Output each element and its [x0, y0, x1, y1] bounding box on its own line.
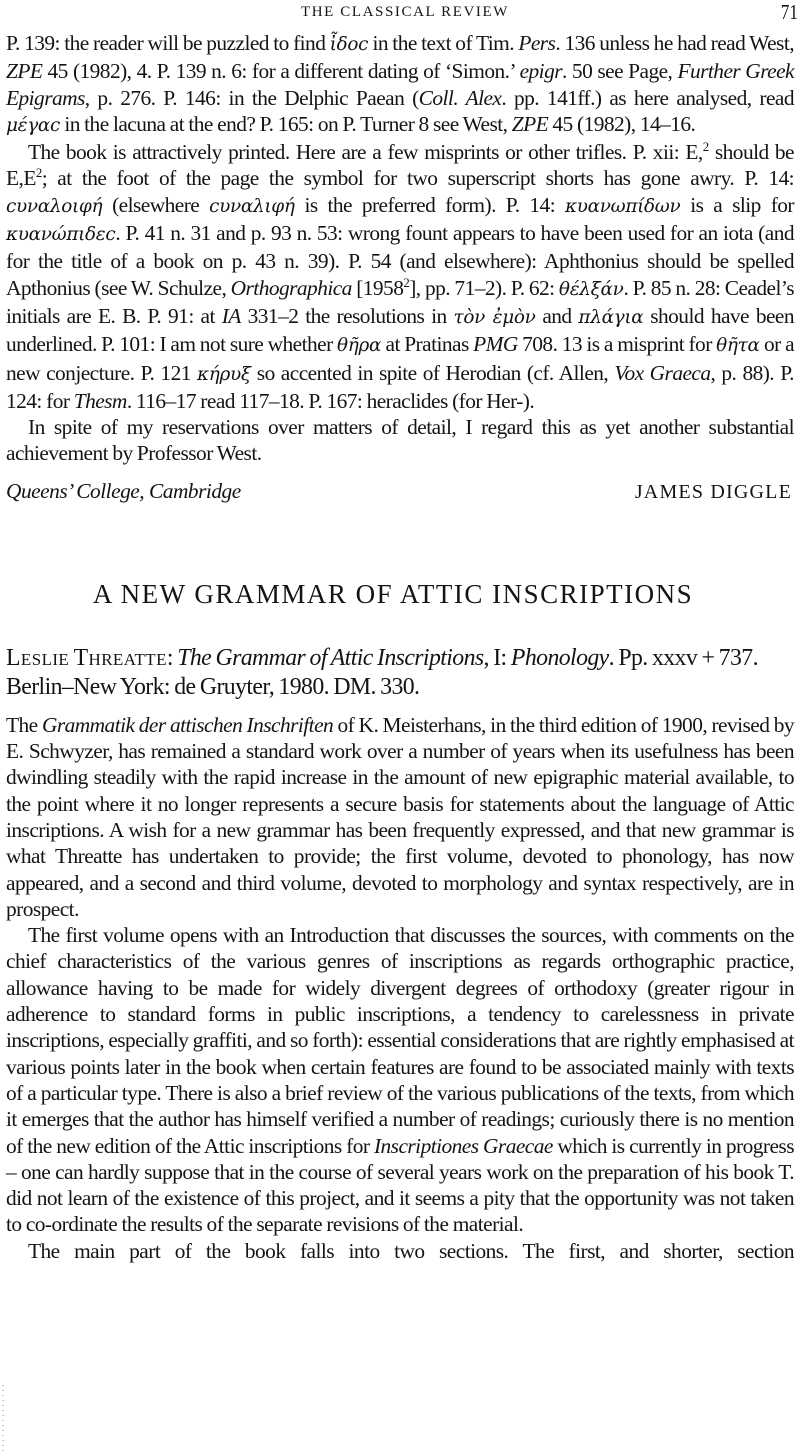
italic-ref: Grammatik der attischen Inschriften [41, 712, 334, 737]
greek-word: μέγαϲ [6, 114, 61, 136]
reviewer-name: JAMES DIGGLE [634, 480, 792, 503]
text-run: The first volume opens with an Introduction that discusses the sources, with comments on the chief characteristics of the various genres of inscriptions as regards orthographic practice, allowance having to be made for widely divergent degrees of orthodoxy (greater rigour in adherence to standard forms in public inscriptions, a tendency to carelessness in private inscriptions, especially graffiti, and so forth): essential considerations that are rightly emphasised at various points later in the book when certain features are found to be associated mainly with texts of a particular type. There is also a brief review of the various publications of the texts, from which it emerges that the author has himself verified a number of readings; curiously there is no mention of the new edition of the Attic inscriptions for [6, 923, 794, 1158]
paragraph-first-volume [6, 922, 794, 1238]
text-run: , p. 276. P. 146: in the Delphic Paean ( [84, 85, 419, 110]
page-number: 71 [780, 0, 798, 24]
greek-word: τὸν ἐμὸν [453, 306, 536, 328]
greek-word: θέλξάν [558, 278, 624, 300]
superscript: 2 [35, 166, 42, 181]
greek-word: κυανωπίδων [564, 195, 681, 217]
review-conclusion [6, 30, 794, 467]
text-run: in the text of Tim. [368, 31, 519, 55]
text-run: . P. 85 n. 28: Ceadel’s initials are E. B. P. 91: at [6, 275, 795, 328]
text-run: ], pp. 71–2). P. 62: [409, 275, 559, 300]
journal-page [6, 0, 798, 1264]
text-run: : [166, 644, 178, 671]
italic-ref: Pers [518, 31, 556, 55]
article-body [6, 712, 794, 1264]
paragraph-conclusion: In spite of my reservations over matters of detail, I regard this as yet another substantial achievement by Professor West. [6, 415, 794, 466]
text-run: at Pratinas [381, 332, 474, 357]
text-run: so accented in spite of Herodian (cf. Allen, [250, 360, 615, 385]
greek-word: πλάγια [578, 306, 644, 328]
reviewer-signature [6, 479, 794, 504]
text-run: . P. 41 n. 31 and p. 93 n. 53: wrong fount appears to have been used for an iota (and for the title of a book on p. 43 n. 39). P. 54 (and elsewhere): Aphthonius should be spelled Apthonius (see W. Schulze, [6, 221, 794, 300]
text-run: 708. 13 is a misprint for [517, 332, 717, 357]
italic-ref: ZPE [6, 59, 43, 84]
text-run: . pp. 141ff.) as here analysed, read [501, 85, 795, 110]
scan-margin-artifact [2, 1385, 4, 1451]
article-title: A NEW GRAMMAR OF ATTIC INSCRIPTIONS [92, 578, 694, 609]
italic-ref: Orthographica [230, 275, 352, 300]
running-head [6, 0, 798, 30]
superscript: 2 [702, 140, 709, 155]
text-run: should be E,E [6, 140, 795, 191]
italic-ref: Thesm [73, 388, 127, 413]
italic-ref: PMG [473, 332, 518, 357]
text-run: The book is attractively printed. Here are a few misprints or other trifles. P. xii: E, [28, 140, 703, 165]
volume-number: , I: [483, 644, 511, 671]
greek-word: cυναλοιφή [6, 195, 103, 217]
text-run: , p. 88). P. 124: for [6, 360, 794, 413]
book-subtitle: Phonology [510, 644, 609, 671]
text-run: (elsewhere [102, 192, 210, 217]
book-citation [6, 644, 794, 702]
greek-word: cυναλιφή [209, 195, 295, 217]
text-run: 331–2 the resolutions in [240, 303, 454, 328]
text-run: and [535, 303, 579, 328]
greek-word: θῆτα [716, 335, 760, 357]
greek-word: ἶδοϲ [329, 34, 369, 55]
italic-ref: Vox Graeca [614, 360, 711, 385]
text-run: 45 (1982), 14–16. [548, 111, 696, 136]
text-run: should have been underlined. P. 101: I am not sure whether [6, 303, 794, 357]
paragraph-misprints [6, 139, 794, 414]
text-run: is the preferred form). P. 14: [294, 192, 565, 217]
running-title: THE CLASSICAL REVIEW [300, 4, 510, 20]
text-run: P. 139: the reader will be puzzled to find [6, 31, 330, 55]
reviewer-affiliation: Queens’ College, Cambridge [6, 478, 241, 503]
italic-ref: Coll. Alex [418, 85, 502, 110]
author-first-name: Leslie [6, 644, 70, 671]
italic-ref: ZPE [511, 111, 549, 136]
text-run: . 136 unless he had read West, [555, 31, 795, 55]
paragraph-main-part: The main part of the book falls into two sections. The first, and shorter, section [28, 1238, 794, 1263]
italic-ref: IA [221, 303, 241, 328]
text-run: or a new conjecture. P. 121 [6, 332, 795, 385]
publication-details: . Pp. xxxv + 737. Berlin–New York: de Gruyter, 1980. DM. 330. [6, 644, 758, 700]
italic-ref: Inscriptiones Graecae [373, 1133, 553, 1158]
author-last-name: Threatte [73, 644, 167, 671]
italic-ref: epigr [519, 59, 562, 84]
superscript: 2 [403, 275, 410, 290]
text-run: in the lacuna at the end? P. 165: on P. Turner 8 see West, [60, 111, 512, 136]
text-run: [1958 [351, 275, 404, 300]
italic-ref: Further Greek Epigrams [6, 59, 795, 110]
text-run: ; at the foot of the page the symbol for two superscript shorts has gone awry. P. 14: [41, 166, 794, 191]
text-run: is a slip for [680, 192, 794, 217]
text-run: which is currently in progress – one can hardly suppose that in the course of several years work on the preparation of his book T. did not learn of the existence of this project, and it seems a pity that the opportunity was not taken to co-ordinate the results of the separate revisions of the material. [6, 1133, 794, 1237]
greek-word: κυανώπιδεϲ [6, 224, 116, 246]
book-title: The Grammar of Attic Inscriptions [177, 644, 484, 671]
greek-word: κήρυξ [196, 363, 251, 385]
text-run: . 50 see Page, [562, 59, 678, 84]
greek-word: θῆρα [337, 335, 382, 357]
paragraph-intro [6, 712, 794, 922]
text-run: The [6, 712, 42, 737]
paragraph-corrigenda-1 [6, 30, 794, 139]
text-run: 45 (1982), 4. P. 139 n. 6: for a different dating of ‘Simon.’ [42, 59, 520, 84]
text-run: . 116–17 read 117–18. P. 167: heraclides (for Her-). [126, 388, 535, 413]
text-run: of K. Meisterhans, in the third edition of 1900, revised by E. Schwyzer, has remained a standard work over a number of years when its usefulness has been dwindling steadily with the rapid increase in the amount of new epigraphic material available, to the point where it no longer represents a secure basis for statements about the language of Attic inscriptions. A wish for a new grammar has been frequently expressed, and that new grammar is what Threatte has undertaken to provide; the first volume, devoted to phonology, has now appeared, and a second and third volume, devoted to morphology and syntax respectively, are in prospect. [6, 712, 794, 921]
